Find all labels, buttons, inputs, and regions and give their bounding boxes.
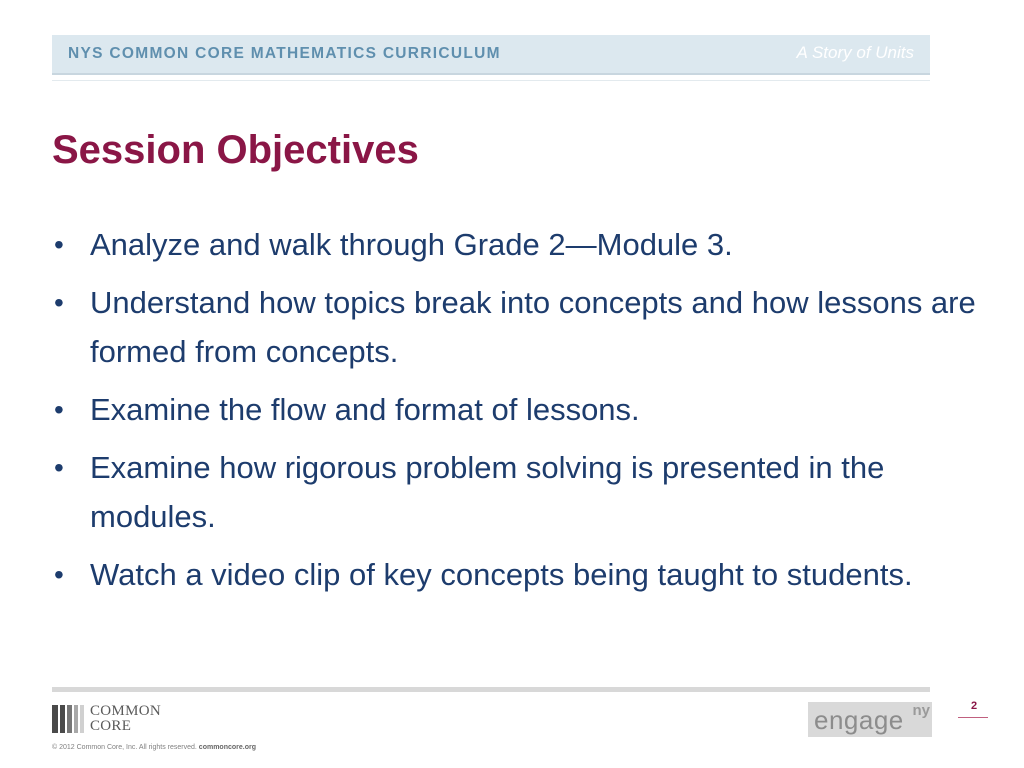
objective-item [52, 220, 982, 269]
objective-item [52, 278, 982, 376]
objectives-list [52, 220, 982, 608]
bullet-icon: • [54, 394, 64, 425]
objective-item [52, 443, 982, 541]
curriculum-label: NYS COMMON CORE MATHEMATICS CURRICULUM [68, 45, 501, 62]
objective-text: Analyze and walk through Grade 2—Module 3. [90, 227, 733, 262]
logo-line-core: CORE [90, 718, 132, 734]
engage-ny-superscript: ny [912, 702, 930, 719]
page-number-underline [958, 717, 988, 718]
bullet-icon: • [54, 559, 64, 590]
series-label: A Story of Units [796, 43, 914, 62]
copyright-notice [52, 744, 256, 751]
header-divider [52, 80, 930, 81]
bullet-icon: • [54, 452, 64, 483]
objective-text: Examine the flow and format of lessons. [90, 392, 640, 427]
footer-divider [52, 687, 930, 692]
objective-item [52, 550, 982, 599]
objective-text: Watch a video clip of key concepts being taught to students. [90, 557, 913, 592]
copyright-text: © 2012 Common Core, Inc. All rights reserved. [52, 744, 197, 751]
bullet-icon: • [54, 229, 64, 260]
objective-item [52, 385, 982, 434]
engage-ny-logo [808, 702, 932, 737]
engage-wordmark: engage [814, 705, 904, 735]
common-core-bars-icon [52, 705, 84, 733]
objective-text: Understand how topics break into concepts and how lessons are formed from concepts. [90, 285, 976, 369]
bullet-icon: • [54, 287, 64, 318]
common-core-wordmark [90, 704, 161, 734]
slide-title: Session Objectives [52, 128, 419, 172]
copyright-link[interactable]: commoncore.org [198, 744, 256, 751]
objective-text: Examine how rigorous problem solving is presented in the modules. [90, 450, 885, 534]
page-number: 2 [970, 700, 978, 712]
header-bar [52, 35, 930, 75]
logo-line-common: COMMON [90, 703, 161, 719]
